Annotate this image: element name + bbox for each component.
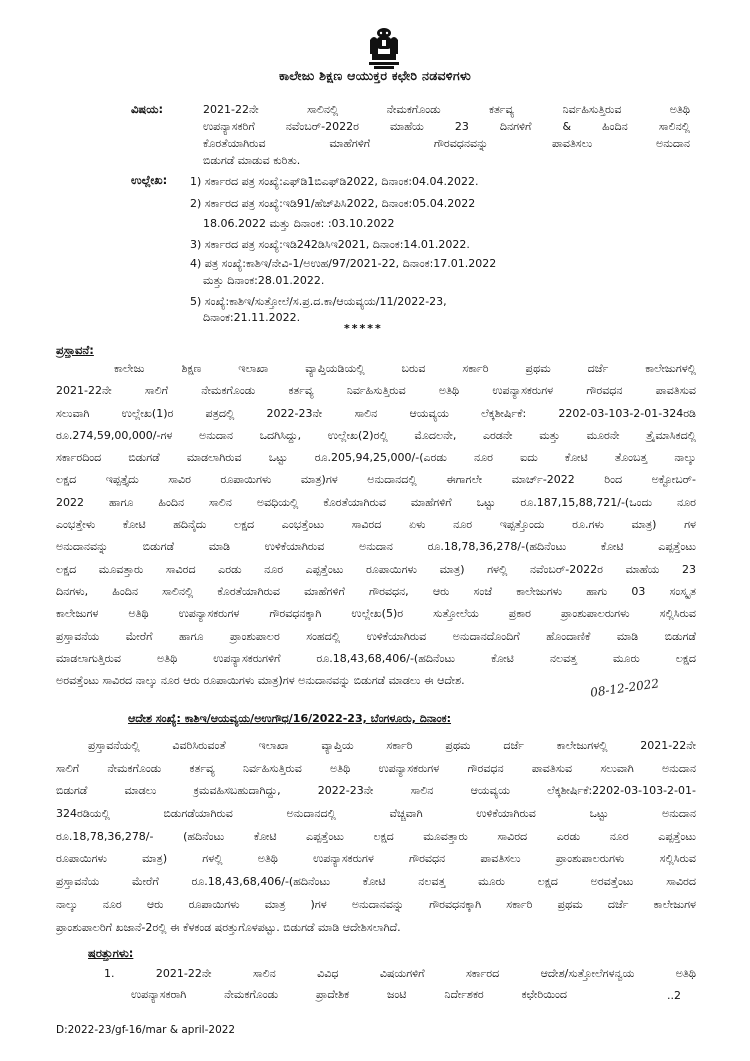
reference-item: 2) ಸರ್ಕಾರದ ಪತ್ರ ಸಂಖ್ಯೆ:ಇಡಿ91/ಹೆಚ್‌ಪಿಸಿ2022, ದಿನಾಂಕ:05.04.2022 [190,197,476,210]
order-number: ಆದೇಶ ಸಂಖ್ಯೆ: ಕಾಶಿಇ/ಆಯವ್ಯಯ/ಅಉಗೌಧ/16/2022-23, ಬೆಂಗಳೂರು, ದಿನಾಂಕ: [128,712,452,725]
preamble-line: ಅನುದಾನವನ್ನು ಬಿಡುಗಡೆ ಮಾಡಿ ಉಳಿಕೆಯಾಗಿರುವ ಅನುದಾನ ರೂ.18,78,36,278/-(ಹದಿನೆಂಟು ಕೋಟಿ ಎಪ್ಪತ್ತೆಂಟು [56,540,696,554]
preamble-line: 2022 ಹಾಗೂ ಹಿಂದಿನ ಸಾಲಿನ ಅವಧಿಯಲ್ಲಿ ಕೊರತೆಯಾಗಿರುವ ಮಾಹೆಗಳಿಗೆ ಒಟ್ಟು ರೂ.187,15,88,721/-(ಒಂದು ನೂರ [56,495,696,509]
reference-item: 18.06.2022 ಮತ್ತು ದಿನಾಂಕ: :03.10.2022 [203,217,395,230]
preamble-line: ರೂ.274,59,00,000/-ಗಳ ಅನುದಾನ ಒದಗಿಸಿದ್ದು, ಉಲ್ಲೇಖ(2)ರಲ್ಲಿ ಮೊದಲನೇ, ಎರಡನೇ ಮತ್ತು ಮೂರನೇ ತ್ರೈಮಾಸಿಕದಲ್ಲಿ [56,428,696,442]
separator-stars: ***** [344,322,383,335]
preamble-line: ಕಾಲೇಜು ಶಿಕ್ಷಣ ಇಲಾಖಾ ವ್ಯಾಪ್ತಿಯಡಿಯಲ್ಲಿ ಬರುವ ಸರ್ಕಾರಿ ಪ್ರಥಮ ದರ್ಜೆ ಕಾಲೇಜುಗಳಲ್ಲಿ [114,362,696,375]
file-reference: D:2022-23/gf-16/mar & april-2022 [56,1024,236,1036]
conditions-label: ಷರತ್ತುಗಳು: [88,946,134,960]
handwritten-date: 08-12-2022 [589,676,660,700]
reference-item: 4) ಪತ್ರ ಸಂಖ್ಯೆ:ಕಾಶಿಇ/ನೇವಿ-1/ಅಉಹ/97/2021-22, ದಿನಾಂಕ:17.01.2022 [190,257,497,270]
preamble-line: ಲಕ್ಷದ ಇಪ್ಪತ್ತೈದು ಸಾವಿರ ರೂಪಾಯಿಗಳು ಮಾತ್ರ)ಗಳ ಅನುದಾನದಲ್ಲಿ ಈಗಾಗಲೇ ಮಾರ್ಚ್-2022 ರಿಂದ ಅಕ್ಟೋಬರ್- [56,473,696,487]
subject-label: ವಿಷಯ: [131,102,164,116]
reference-item: 3) ಸರ್ಕಾರದ ಪತ್ರ ಸಂಖ್ಯೆ:ಇಡಿ242ಡಿಸಿಇ2021, ದಿನಾಂಕ:14.01.2022. [190,238,470,251]
references-label: ಉಲ್ಲೇಖ: [131,173,168,187]
subject-line: 2021-22ನೇ ಸಾಲಿನಲ್ಲಿ ನೇಮಕಗೊಂಡು ಕರ್ತವ್ಯ ನಿರ್ವಹಿಸುತ್ತಿರುವ ಅತಿಥಿ [203,103,690,116]
order-line: ಪ್ರಾಂಶುಪಾಲರಿಗೆ ಖಜಾನೆ-2ರಲ್ಲಿ ಈ ಕೆಳಕಂಡ ಷರತ್ತುಗೊಳಪಟ್ಟು. ಬಿಡುಗಡೆ ಮಾಡಿ ಆದೇಶಿಸಲಾಗಿದೆ. [56,920,401,934]
reference-item: ಮತ್ತು ದಿನಾಂಕ:28.01.2022. [203,274,325,287]
state-emblem-icon [364,24,404,70]
preamble-line: ಸಲುವಾಗಿ ಉಲ್ಲೇಖ(1)ರ ಪತ್ರದಲ್ಲಿ 2022-23ನೇ ಸಾಲಿನ ಆಯವ್ಯಯ ಲೆಕ್ಕಶೀರ್ಷಿಕೆ: 2202-03-103-2-01-324ರಡಿ [56,406,696,420]
subject-line: ಕೊರತೆಯಾಗಿರುವ ಮಾಹೆಗಳಿಗೆ ಗೌರವಧನವನ್ನು ಪಾವತಿಸಲು ಅನುದಾನ [203,137,690,150]
order-line: ರೂಪಾಯಿಗಳು ಮಾತ್ರ) ಗಳಲ್ಲಿ ಅತಿಥಿ ಉಪನ್ಯಾಸಕರುಗಳ ಗೌರವಧನ ಪಾವತಿಸಲು ಪ್ರಾಂಶುಪಾಲರುಗಳು ಸಲ್ಲಿಸಿರುವ [56,852,696,866]
order-line: 324ರಡಿಯಲ್ಲಿ ಬಿಡುಗಡೆಯಾಗಿರುವ ಅನುದಾನದಲ್ಲಿ ವೆಚ್ಚವಾಗಿ ಉಳಿಕೆಯಾಗಿರುವ ಒಟ್ಟು ಅನುದಾನ [56,807,696,821]
preamble-line: ಎಂಭತ್ತೇಳು ಕೋಟಿ ಹದಿನೈದು ಲಕ್ಷದ ಎಂಭತ್ತೆಂಟು ಸಾವಿರದ ಏಳು ನೂರ ಇಪ್ಪತ್ತೊಂದು ರೂ.ಗಳು ಮಾತ್ರ) ಗಳ [56,518,696,532]
reference-item: 5) ಸಂಖ್ಯೆ:ಕಾಶಿಇ/ಸುತ್ತೋಲೆ/ಸ.ಪ್ರ.ದ.ಕಾ/ಆಯವ್ಯಯ/11/2022-23, [190,295,447,308]
order-line: ನಾಲ್ಕು ನೂರ ಆರು ರೂಪಾಯಿಗಳು ಮಾತ್ರ )ಗಳ ಅನುದಾನವನ್ನು ಗೌರವಧನಕ್ಕಾಗಿ ಸರ್ಕಾರಿ ಪ್ರಥಮ ದರ್ಜೆ ಕಾಲೇಜುಗಳ [56,897,696,911]
order-line: ರೂ.18,78,36,278/- (ಹದಿನೆಂಟು ಕೋಟಿ ಎಪ್ಪತ್ತೆಂಟು ಲಕ್ಷದ ಮೂವತ್ತಾರು ಸಾವಿರದ ಎರಡು ನೂರ ಎಪ್ಪತ್ತೆಂಟು [56,829,696,843]
preamble-line: ಸರ್ಕಾರದಿಂದ ಬಿಡುಗಡೆ ಮಾಡಲಾಗಿರುವ ಒಟ್ಟು ರೂ.205,94,25,000/-(ಎರಡು ನೂರ ಐದು ಕೋಟಿ ತೊಂಬತ್ತ ನಾಲ್ಕು [56,451,696,465]
reference-item: ದಿನಾಂಕ:21.11.2022. [203,311,301,324]
condition-line: ಉಪನ್ಯಾಸಕರಾಗಿ ನೇಮಕಗೊಂಡು ಪ್ರಾದೇಶಿಕ ಜಂಟಿ ನಿರ್ದೇಶಕರ ಕಛೇರಿಯಿಂದ [131,988,567,1001]
preamble-line: ದಿನಗಳು, ಹಿಂದಿನ ಸಾಲಿನಲ್ಲಿ ಕೊರತೆಯಾಗಿರುವ ಮಾಹೆಗಳಿಗೆ ಗೌರವಧನ, ಆರು ಸಂಜೆ ಕಾಲೇಜುಗಳು ಹಾಗು 03 ಸಂಸ್ಕೃತ [56,584,696,598]
preamble-line: ಮಾಡಲಾಗುತ್ತಿರುವ ಅತಿಥಿ ಉಪನ್ಯಾಸಕರುಗಳಿಗೆ ರೂ.18,43,68,406/-(ಹದಿನೆಂಟು ಕೋಟಿ ನಲವತ್ತ ಮೂರು ಲಕ್ಷದ [56,651,696,665]
office-proceedings-title: ಕಾಲೇಜು ಶಿಕ್ಷಣ ಆಯುಕ್ತರ ಕಛೇರಿ ನಡವಳಿಗಳು [278,68,472,83]
order-line: ಪ್ರಸ್ತಾವನೆಯಲ್ಲಿ ವಿವರಿಸಿರುವಂತೆ ಇಲಾಖಾ ವ್ಯಾಪ್ತಿಯ ಸರ್ಕಾರಿ ಪ್ರಥಮ ದರ್ಜೆ ಕಾಲೇಜುಗಳಲ್ಲಿ 2021-22ನೇ [88,739,696,752]
order-line: ಬಿಡುಗಡೆ ಮಾಡಲು ಕ್ರಮವಹಿಸಬಹುದಾಗಿದ್ದು, 2022-23ನೇ ಸಾಲಿನ ಆಯವ್ಯಯ ಲೆಕ್ಕಶೀರ್ಷಿಕೆ:2202-03-103-2-01- [56,784,696,798]
subject-line: ಬಿಡುಗಡೆ ಮಾಡುವ ಕುರಿತು. [203,154,301,167]
preamble-line: 2021-22ನೇ ಸಾಲಿಗೆ ನೇಮಕಗೊಂಡು ಕರ್ತವ್ಯ ನಿರ್ವಹಿಸುತ್ತಿರುವ ಅತಿಥಿ ಉಪನ್ಯಾಸಕರುಗಳ ಗೌರವಧನ ಪಾವತಿಸುವ [56,384,696,398]
preamble-line: ಲಕ್ಷದ ಮೂವತ್ತಾರು ಸಾವಿರದ ಎರಡು ನೂರ ಎಪ್ಪತ್ತೆಂಟು ರೂಪಾಯಿಗಳು ಮಾತ್ರ) ಗಳಲ್ಲಿ ನವೆಂಬರ್-2022ರ ಮಾಹೆಯ 23 [56,562,696,576]
order-paragraph [56,735,696,939]
order-line: ಪ್ರಸ್ತಾವನೆಯ ಮೇರೆಗೆ ರೂ.18,43,68,406/-(ಹದಿನೆಂಟು ಕೋಟಿ ನಲವತ್ತ ಮೂರು ಲಕ್ಷದ ಅರವತ್ತೆಂಟು ಸಾವಿರದ [56,875,696,889]
preamble-line: ಪ್ರಸ್ತಾವನೆಯ ಮೇರೆಗೆ ಹಾಗೂ ಪ್ರಾಂಶುಪಾಲರ ಸಂಹದಲ್ಲಿ ಉಳಿಕೆಯಾಗಿರುವ ಅನುದಾನದೊಂದಿಗೆ ಹೊಂದಾಣಿಕೆ ಮಾಡಿ ಬಿಡುಗಡೆ [56,629,696,643]
preamble-label: ಪ್ರಸ್ತಾವನೆ: [56,343,94,357]
preamble-line: ಅರವತ್ತೆಂಟು ಸಾವಿರದ ನಾಲ್ಕು ನೂರ ಆರು ರೂಪಾಯಿಗಳು ಮಾತ್ರ)ಗಳ ಅನುದಾನವನ್ನು ಬಿಡುಗಡೆ ಮಾಡಲು ಈ ಆದೇಶ. [56,674,465,688]
next-page-marker: ..2 [667,989,681,1002]
reference-item: 1) ಸರ್ಕಾರದ ಪತ್ರ ಸಂಖ್ಯೆ:ಎಫ್‌ಡಿ1ಬಿಎಫ್‌ಡಿ2022, ದಿನಾಂಕ:04.04.2022. [190,175,479,188]
condition-line: 1. 2021-22ನೇ ಸಾಲಿನ ವಿವಿಧ ವಿಷಯಗಳಿಗೆ ಸರ್ಕಾರದ ಆದೇಶ/ಸುತ್ತೋಲೆಗಳನ್ವಯ ಅತಿಥಿ [104,967,696,980]
subject-line: ಉಪನ್ಯಾಸಕರಿಗೆ ನವೆಂಬರ್-2022ರ ಮಾಹೆಯ 23 ದಿನಗಳಿಗೆ & ಹಿಂದಿನ ಸಾಲಿನಲ್ಲಿ [203,120,690,133]
order-line: ಸಾಲಿಗೆ ನೇಮಕಗೊಂಡು ಕರ್ತವ್ಯ ನಿರ್ವಹಿಸುತ್ತಿರುವ ಅತಿಥಿ ಉಪನ್ಯಾಸಕರುಗಳ ಗೌರವಧನ ಪಾವತಿಸುವ ಸಲುವಾಗಿ ಅನುದಾನ [56,761,696,775]
preamble-paragraph [56,358,696,692]
preamble-line: ಕಾಲೇಜುಗಳ ಅತಿಥಿ ಉಪನ್ಯಾಸಕರುಗಳ ಗೌರವಧನಕ್ಕಾಗಿ ಉಲ್ಲೇಖ(5)ರ ಸುತ್ತೋಲೆಯ ಪ್ರಕಾರ ಪ್ರಾಂಶುಪಾಲರುಗಳು ಸಲ್ಲಿಸಿರುವ [56,607,696,621]
